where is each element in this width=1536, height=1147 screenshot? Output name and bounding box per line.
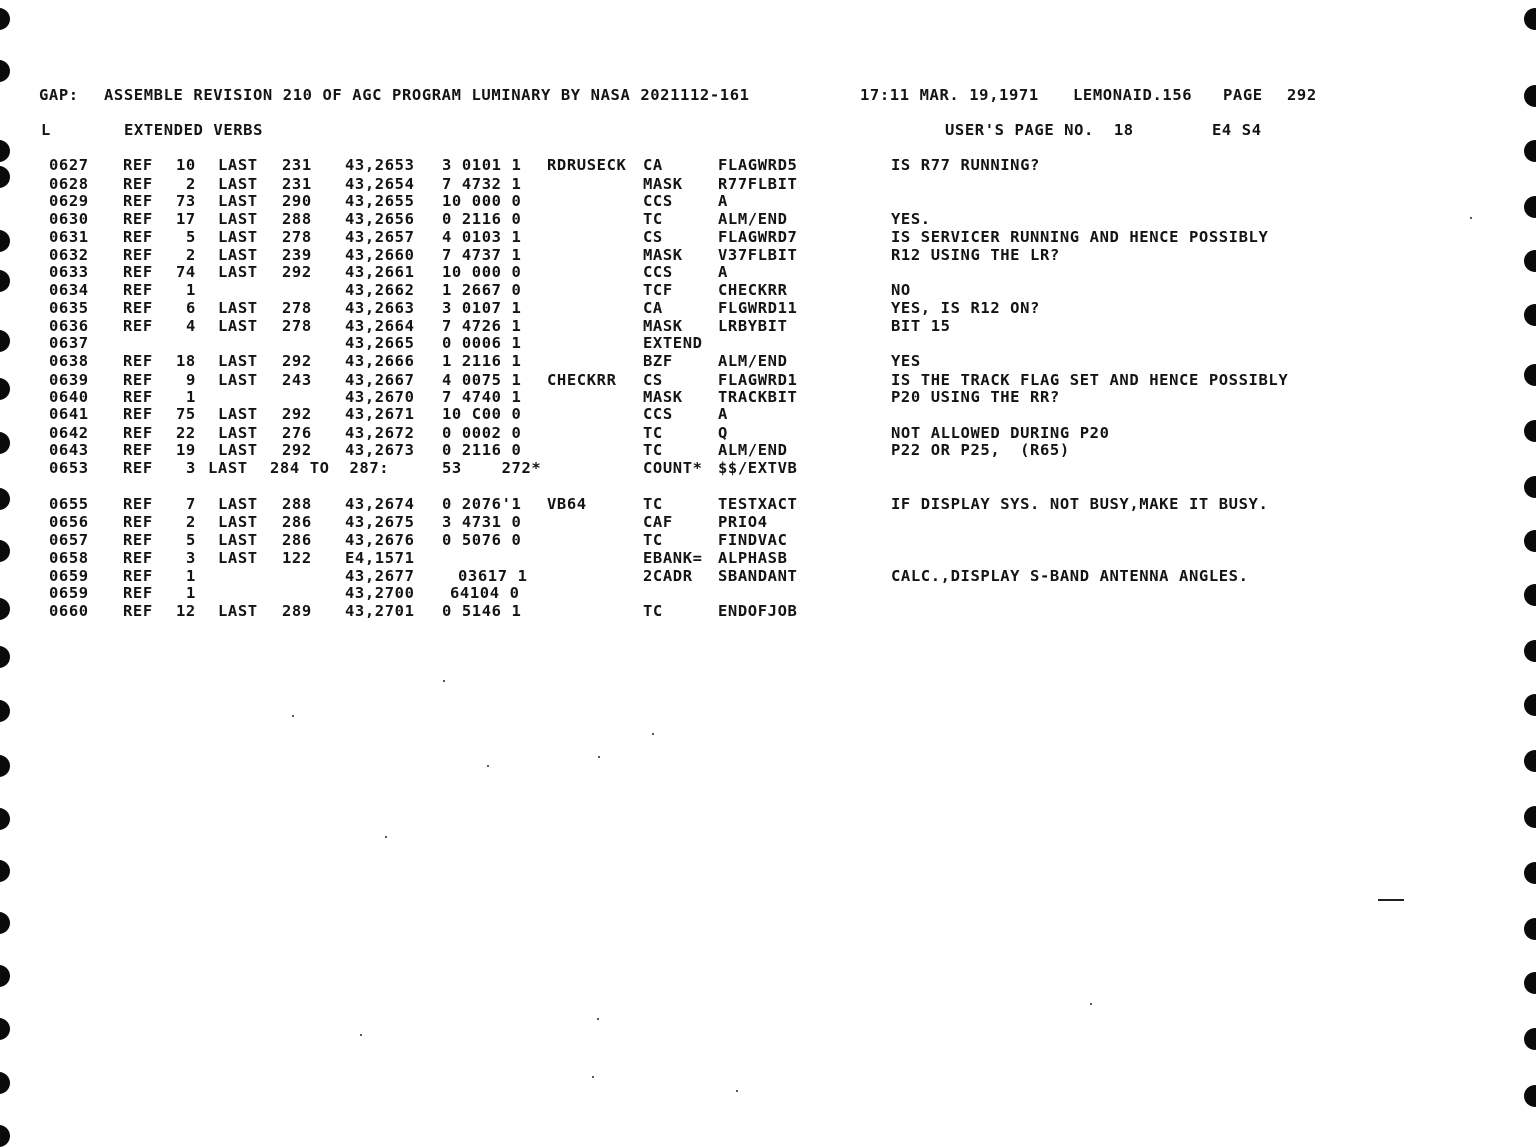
feed-hole <box>1524 972 1536 994</box>
opcode: CCS <box>643 263 673 281</box>
comment: YES. <box>891 210 931 228</box>
last-page: 286 <box>282 513 312 531</box>
operand: FLAGWRD1 <box>718 371 798 389</box>
operand: SBANDANT <box>718 567 798 585</box>
feed-hole <box>0 270 10 292</box>
comment: IS SERVICER RUNNING AND HENCE POSSIBLY <box>891 228 1269 246</box>
comment: YES, IS R12 ON? <box>891 299 1040 317</box>
address: 43,2665 <box>345 334 415 352</box>
feed-hole <box>0 755 10 777</box>
address: 43,2663 <box>345 299 415 317</box>
feed-hole <box>0 1125 10 1147</box>
ref-keyword: REF <box>123 246 153 264</box>
header-prefix: GAP: <box>39 86 79 104</box>
comment: IS R77 RUNNING? <box>891 156 1040 174</box>
scan-speck <box>487 765 489 767</box>
operand: ALM/END <box>718 352 788 370</box>
feed-hole <box>0 432 10 454</box>
header-timestamp: 17:11 MAR. 19,1971 <box>860 86 1039 104</box>
last-keyword: LAST <box>218 263 258 281</box>
address: 43,2653 <box>345 156 415 174</box>
line-sequence: 0636 <box>49 317 89 335</box>
ref-count: 4 <box>186 317 196 335</box>
line-sequence: 0633 <box>49 263 89 281</box>
last-page: 243 <box>282 371 312 389</box>
feed-hole <box>1524 1028 1536 1050</box>
line-sequence: 0637 <box>49 334 89 352</box>
octal-word: 7 4732 1 <box>442 175 522 193</box>
feed-hole <box>1524 1085 1536 1107</box>
opcode: CA <box>643 156 663 174</box>
feed-hole <box>1524 806 1536 828</box>
feed-hole <box>1524 918 1536 940</box>
opcode: EXTEND <box>643 334 703 352</box>
scan-mark <box>1378 899 1404 901</box>
operand: Q <box>718 424 728 442</box>
operand: A <box>718 192 728 210</box>
last-keyword: LAST <box>208 459 248 477</box>
opcode: TC <box>643 602 663 620</box>
feed-hole <box>1524 140 1536 162</box>
octal-word: 7 4726 1 <box>442 317 522 335</box>
last-page: 278 <box>282 299 312 317</box>
section-left-marker: L <box>41 121 51 139</box>
scan-speck <box>1470 217 1472 219</box>
line-sequence: 0627 <box>49 156 89 174</box>
line-sequence: 0653 <box>49 459 89 477</box>
opcode: TC <box>643 210 663 228</box>
ref-keyword: REF <box>123 549 153 567</box>
ref-keyword: REF <box>123 281 153 299</box>
feed-hole <box>1524 420 1536 442</box>
last-page: 278 <box>282 317 312 335</box>
scan-speck <box>592 1076 594 1078</box>
address: 43,2700 <box>345 584 415 602</box>
opcode: MASK <box>643 246 683 264</box>
ref-count: 75 <box>176 405 196 423</box>
octal-word: 10 000 0 <box>442 192 522 210</box>
scan-speck <box>598 756 600 758</box>
last-keyword: LAST <box>218 299 258 317</box>
opcode: MASK <box>643 175 683 193</box>
ref-count: 2 <box>186 513 196 531</box>
feed-hole <box>0 488 10 510</box>
comment: IS THE TRACK FLAG SET AND HENCE POSSIBLY <box>891 371 1289 389</box>
last-page: 284 TO 287: <box>270 459 390 477</box>
address: 43,2670 <box>345 388 415 406</box>
last-keyword: LAST <box>218 495 258 513</box>
octal-word: 0 2116 0 <box>442 441 522 459</box>
feed-hole <box>1524 85 1536 107</box>
page-header <box>0 86 1317 104</box>
feed-hole <box>0 700 10 722</box>
line-sequence: 0659 <box>49 584 89 602</box>
last-page: 288 <box>282 210 312 228</box>
ref-count: 2 <box>186 246 196 264</box>
ref-keyword: REF <box>123 584 153 602</box>
opcode: TC <box>643 441 663 459</box>
operand: FLGWRD11 <box>718 299 798 317</box>
last-keyword: LAST <box>218 175 258 193</box>
octal-word: 7 4740 1 <box>442 388 522 406</box>
last-keyword: LAST <box>218 156 258 174</box>
line-sequence: 0642 <box>49 424 89 442</box>
octal-word: 3 4731 0 <box>442 513 522 531</box>
last-keyword: LAST <box>218 371 258 389</box>
operand: A <box>718 263 728 281</box>
ref-count: 2 <box>186 175 196 193</box>
ref-count: 10 <box>176 156 196 174</box>
line-sequence: 0628 <box>49 175 89 193</box>
ref-count: 1 <box>186 567 196 585</box>
ref-count: 74 <box>176 263 196 281</box>
comment: BIT 15 <box>891 317 951 335</box>
octal-word: 0 0002 0 <box>442 424 522 442</box>
address: 43,2675 <box>345 513 415 531</box>
octal-word: 10 000 0 <box>442 263 522 281</box>
ref-count: 12 <box>176 602 196 620</box>
scan-speck <box>360 1034 362 1036</box>
feed-hole <box>1524 476 1536 498</box>
operand: TRACKBIT <box>718 388 798 406</box>
octal-word: 4 0075 1 <box>442 371 522 389</box>
user-page-number: USER'S PAGE NO. 18 <box>945 121 1134 139</box>
address: 43,2660 <box>345 246 415 264</box>
address: 43,2656 <box>345 210 415 228</box>
opcode: 2CADR <box>643 567 693 585</box>
feed-hole <box>1524 862 1536 884</box>
scan-speck <box>292 715 294 717</box>
ref-keyword: REF <box>123 459 153 477</box>
ref-count: 9 <box>186 371 196 389</box>
feed-hole <box>1524 584 1536 606</box>
operand: TESTXACT <box>718 495 798 513</box>
address: 43,2674 <box>345 495 415 513</box>
ref-keyword: REF <box>123 371 153 389</box>
opcode: CS <box>643 228 663 246</box>
line-sequence: 0658 <box>49 549 89 567</box>
ref-count: 18 <box>176 352 196 370</box>
ref-keyword: REF <box>123 192 153 210</box>
octal-word: 0 2076'1 <box>442 495 522 513</box>
operand: ALM/END <box>718 210 788 228</box>
opcode: COUNT* <box>643 459 703 477</box>
address: 43,2671 <box>345 405 415 423</box>
operand: R77FLBIT <box>718 175 798 193</box>
operand: ENDOFJOB <box>718 602 798 620</box>
ref-keyword: REF <box>123 175 153 193</box>
octal-word: 7 4737 1 <box>442 246 522 264</box>
line-sequence: 0638 <box>49 352 89 370</box>
opcode: TC <box>643 424 663 442</box>
operand: ALPHASB <box>718 549 788 567</box>
last-keyword: LAST <box>218 210 258 228</box>
operand: FINDVAC <box>718 531 788 549</box>
operand: FLAGWRD7 <box>718 228 798 246</box>
last-keyword: LAST <box>218 192 258 210</box>
ref-keyword: REF <box>123 299 153 317</box>
octal-word: 53 272* <box>442 459 542 477</box>
last-page: 292 <box>282 441 312 459</box>
header-page-number: 292 <box>1287 86 1317 104</box>
scan-speck <box>652 733 654 735</box>
opcode: TC <box>643 495 663 513</box>
symbol-label: CHECKRR <box>547 371 617 389</box>
ref-keyword: REF <box>123 602 153 620</box>
ref-keyword: REF <box>123 352 153 370</box>
address: 43,2661 <box>345 263 415 281</box>
operand: CHECKRR <box>718 281 788 299</box>
last-keyword: LAST <box>218 246 258 264</box>
line-sequence: 0629 <box>49 192 89 210</box>
feed-hole <box>0 60 10 82</box>
header-page-label: PAGE <box>1223 86 1263 104</box>
feed-hole <box>1524 530 1536 552</box>
comment: YES <box>891 352 921 370</box>
operand: $$/EXTVB <box>718 459 798 477</box>
line-sequence: 0635 <box>49 299 89 317</box>
feed-hole <box>0 912 10 934</box>
ref-count: 3 <box>186 549 196 567</box>
feed-hole <box>0 808 10 830</box>
line-sequence: 0641 <box>49 405 89 423</box>
address: E4,1571 <box>345 549 415 567</box>
line-sequence: 0630 <box>49 210 89 228</box>
ref-keyword: REF <box>123 388 153 406</box>
octal-word: 0 0006 1 <box>442 334 522 352</box>
line-sequence: 0657 <box>49 531 89 549</box>
last-page: 288 <box>282 495 312 513</box>
ref-keyword: REF <box>123 531 153 549</box>
scan-speck <box>1090 1003 1092 1005</box>
operand: FLAGWRD5 <box>718 156 798 174</box>
opcode: CA <box>643 299 663 317</box>
opcode: TC <box>643 531 663 549</box>
opcode: BZF <box>643 352 673 370</box>
ref-keyword: REF <box>123 405 153 423</box>
opcode: MASK <box>643 317 683 335</box>
opcode: MASK <box>643 388 683 406</box>
last-page: 292 <box>282 263 312 281</box>
comment: NOT ALLOWED DURING P20 <box>891 424 1110 442</box>
feed-hole <box>0 1018 10 1040</box>
header-job: LEMONAID.156 <box>1073 86 1193 104</box>
last-keyword: LAST <box>218 317 258 335</box>
last-page: 289 <box>282 602 312 620</box>
octal-word: 3 0101 1 <box>442 156 522 174</box>
address: 43,2673 <box>345 441 415 459</box>
address: 43,2676 <box>345 531 415 549</box>
ref-count: 5 <box>186 531 196 549</box>
ref-keyword: REF <box>123 317 153 335</box>
line-sequence: 0634 <box>49 281 89 299</box>
ref-count: 1 <box>186 388 196 406</box>
feed-hole <box>1524 364 1536 386</box>
last-page: 286 <box>282 531 312 549</box>
opcode: CS <box>643 371 663 389</box>
opcode: EBANK= <box>643 549 703 567</box>
address: 43,2664 <box>345 317 415 335</box>
last-keyword: LAST <box>218 441 258 459</box>
last-page: 290 <box>282 192 312 210</box>
ref-keyword: REF <box>123 513 153 531</box>
ref-keyword: REF <box>123 567 153 585</box>
section-header <box>0 121 1262 139</box>
comment: R12 USING THE LR? <box>891 246 1060 264</box>
feed-hole <box>0 965 10 987</box>
ref-count: 6 <box>186 299 196 317</box>
feed-hole <box>0 1072 10 1094</box>
line-sequence: 0643 <box>49 441 89 459</box>
line-sequence: 0660 <box>49 602 89 620</box>
last-keyword: LAST <box>218 405 258 423</box>
feed-hole <box>0 230 10 252</box>
ref-count: 1 <box>186 584 196 602</box>
octal-word: 10 C00 0 <box>442 405 522 423</box>
feed-hole <box>1524 694 1536 716</box>
ref-count: 5 <box>186 228 196 246</box>
address: 43,2677 <box>345 567 415 585</box>
octal-word: 1 2116 1 <box>442 352 522 370</box>
ref-keyword: REF <box>123 263 153 281</box>
octal-word: 0 2116 0 <box>442 210 522 228</box>
operand: V37FLBIT <box>718 246 798 264</box>
feed-hole <box>0 330 10 352</box>
address: 43,2657 <box>345 228 415 246</box>
comment: IF DISPLAY SYS. NOT BUSY,MAKE IT BUSY. <box>891 495 1269 513</box>
opcode: CCS <box>643 192 673 210</box>
scan-speck <box>736 1090 738 1092</box>
header-title: ASSEMBLE REVISION 210 OF AGC PROGRAM LUMINARY BY NASA 2021112-161 <box>104 86 750 104</box>
feed-hole <box>1524 196 1536 218</box>
ref-keyword: REF <box>123 156 153 174</box>
ref-count: 17 <box>176 210 196 228</box>
last-keyword: LAST <box>218 352 258 370</box>
feed-hole <box>1524 250 1536 272</box>
last-page: 292 <box>282 405 312 423</box>
last-keyword: LAST <box>218 531 258 549</box>
octal-word: 0 5146 1 <box>442 602 522 620</box>
opcode: CCS <box>643 405 673 423</box>
ref-count: 73 <box>176 192 196 210</box>
ref-keyword: REF <box>123 424 153 442</box>
line-sequence: 0655 <box>49 495 89 513</box>
line-sequence: 0631 <box>49 228 89 246</box>
operand: ALM/END <box>718 441 788 459</box>
scan-speck <box>443 680 445 682</box>
address: 43,2654 <box>345 175 415 193</box>
feed-hole <box>0 598 10 620</box>
last-page: 231 <box>282 156 312 174</box>
last-page: 122 <box>282 549 312 567</box>
ref-keyword: REF <box>123 228 153 246</box>
address: 43,2672 <box>345 424 415 442</box>
opcode: CAF <box>643 513 673 531</box>
feed-hole <box>1524 750 1536 772</box>
address: 43,2655 <box>345 192 415 210</box>
ref-keyword: REF <box>123 441 153 459</box>
feed-hole <box>1524 304 1536 326</box>
feed-hole <box>0 8 10 30</box>
address: 43,2667 <box>345 371 415 389</box>
last-page: 231 <box>282 175 312 193</box>
ref-count: 3 <box>186 459 196 477</box>
last-page: 239 <box>282 246 312 264</box>
comment: P22 OR P25, (R65) <box>891 441 1070 459</box>
last-page: 276 <box>282 424 312 442</box>
address: 43,2701 <box>345 602 415 620</box>
ref-count: 22 <box>176 424 196 442</box>
line-sequence: 0632 <box>49 246 89 264</box>
last-keyword: LAST <box>218 602 258 620</box>
tractor-feed-right <box>1524 0 1536 1138</box>
bank-info: E4 S4 <box>1212 121 1262 139</box>
scan-speck <box>597 1018 599 1020</box>
line-sequence: 0640 <box>49 388 89 406</box>
operand: A <box>718 405 728 423</box>
last-page: 278 <box>282 228 312 246</box>
line-sequence: 0656 <box>49 513 89 531</box>
ref-keyword: REF <box>123 210 153 228</box>
address: 43,2662 <box>345 281 415 299</box>
ref-count: 7 <box>186 495 196 513</box>
last-keyword: LAST <box>218 513 258 531</box>
octal-word: 0 5076 0 <box>442 531 522 549</box>
operand: PRIO4 <box>718 513 768 531</box>
scan-speck <box>385 836 387 838</box>
section-title: EXTENDED VERBS <box>124 121 264 139</box>
opcode: TCF <box>643 281 673 299</box>
symbol-label: RDRUSECK <box>547 156 627 174</box>
feed-hole <box>0 378 10 400</box>
octal-word: 64104 0 <box>450 584 520 602</box>
comment: CALC.,DISPLAY S-BAND ANTENNA ANGLES. <box>891 567 1249 585</box>
ref-keyword: REF <box>123 495 153 513</box>
octal-word: 3 0107 1 <box>442 299 522 317</box>
comment: P20 USING THE RR? <box>891 388 1060 406</box>
ref-count: 19 <box>176 441 196 459</box>
octal-word: 4 0103 1 <box>442 228 522 246</box>
feed-hole <box>1524 8 1536 30</box>
last-keyword: LAST <box>218 228 258 246</box>
ref-count: 1 <box>186 281 196 299</box>
feed-hole <box>1524 640 1536 662</box>
line-sequence: 0639 <box>49 371 89 389</box>
operand: LRBYBIT <box>718 317 788 335</box>
feed-hole <box>0 540 10 562</box>
last-keyword: LAST <box>218 549 258 567</box>
feed-hole <box>0 646 10 668</box>
comment: NO <box>891 281 911 299</box>
last-keyword: LAST <box>218 424 258 442</box>
feed-hole <box>0 860 10 882</box>
last-page: 292 <box>282 352 312 370</box>
line-sequence: 0659 <box>49 567 89 585</box>
symbol-label: VB64 <box>547 495 587 513</box>
octal-word: 03617 1 <box>458 567 528 585</box>
address: 43,2666 <box>345 352 415 370</box>
octal-word: 1 2667 0 <box>442 281 522 299</box>
